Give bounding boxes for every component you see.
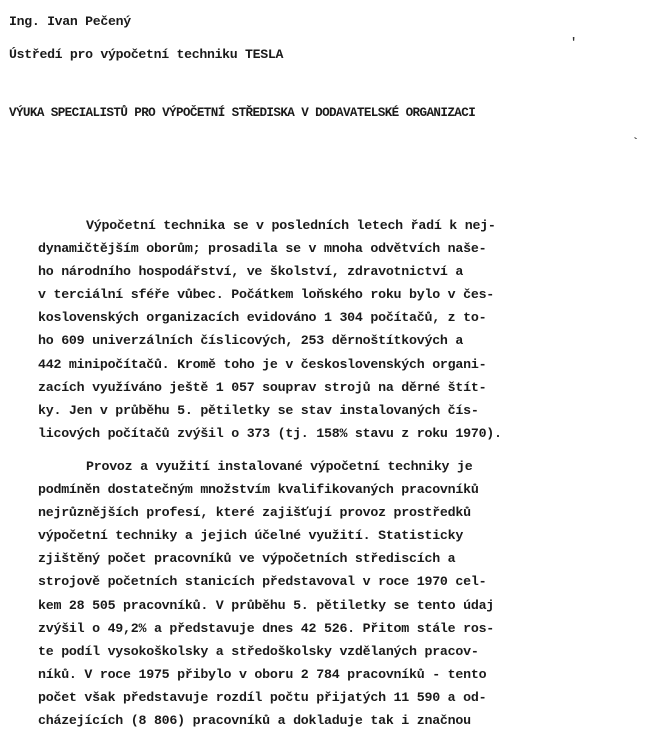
text-line: ho národního hospodářství, ve školství, zdravotnictví a	[38, 264, 464, 280]
text-line: zvýšil o 49,2% a představuje dnes 42 526. Přitom stále ros-	[38, 620, 495, 636]
text-line: koslovenských organizacích evidováno 1 304 počítačů, z to-	[38, 310, 487, 326]
paragraph-1	[38, 214, 618, 445]
organization-name: Ústředí pro výpočetní techniku TESLA	[9, 47, 284, 62]
text-line: nejrůznějších profesí, které zajišťují provoz prostředků	[38, 505, 471, 521]
text-line: v terciální sféře vůbec. Počátkem loňského roku bylo v čes-	[38, 287, 495, 303]
text-line: licových počítačů zvýšil o 373 (tj. 158% stavu z roku 1970).	[38, 425, 502, 441]
author-name: Ing. Ivan Pečený	[9, 14, 131, 29]
text-line: zacích využíváno ještě 1 057 souprav strojů na děrné štít-	[38, 379, 487, 395]
text-line: zjištěný počet pracovníků ve výpočetních střediscích a	[38, 551, 456, 567]
text-line: 442 minipočítačů. Kromě toho je v československých organi-	[38, 356, 487, 372]
stray-mark: `	[632, 136, 640, 150]
text-line: ky. Jen v průběhu 5. pětiletky se stav instalovaných čís-	[38, 402, 479, 418]
text-line: počet však představuje rozdíl počtu přijatých 11 590 a od-	[38, 689, 487, 705]
text-line: cházejících (8 806) pracovníků a dokladuje tak i značnou	[38, 713, 471, 729]
text-line: dynamičtějším oborům; prosadila se v mnoha odvětvích naše-	[38, 241, 487, 257]
paragraph-2	[38, 455, 618, 732]
text-line: te podíl vysokoškolsky a středoškolsky vzdělaných pracov-	[38, 643, 479, 659]
text-line: strojově početních stanicích představoval v roce 1970 cel-	[38, 574, 487, 590]
text-line: výpočetní techniky a jejich účelné využití. Statisticky	[38, 528, 464, 544]
text-line: Provoz a využití instalované výpočetní techniky je	[86, 459, 473, 474]
text-line: podmíněn dostatečným množstvím kvalifikovaných pracovníků	[38, 482, 479, 498]
text-line: kem 28 505 pracovníků. V průběhu 5. pětiletky se tento údaj	[38, 597, 495, 613]
text-line: Výpočetní technika se v posledních letech řadí k nej-	[86, 218, 496, 233]
text-line: níků. V roce 1975 přibylo v oboru 2 784 pracovníků - tento	[38, 666, 487, 682]
stray-mark: '	[570, 36, 578, 50]
document-title: VÝUKA SPECIALISTŮ PRO VÝPOČETNÍ STŘEDISKA V DODAVATELSKÉ ORGANIZACI	[9, 106, 476, 120]
text-line: ho 609 univerzálních číslicových, 253 děrnoštítkových a	[38, 333, 464, 349]
